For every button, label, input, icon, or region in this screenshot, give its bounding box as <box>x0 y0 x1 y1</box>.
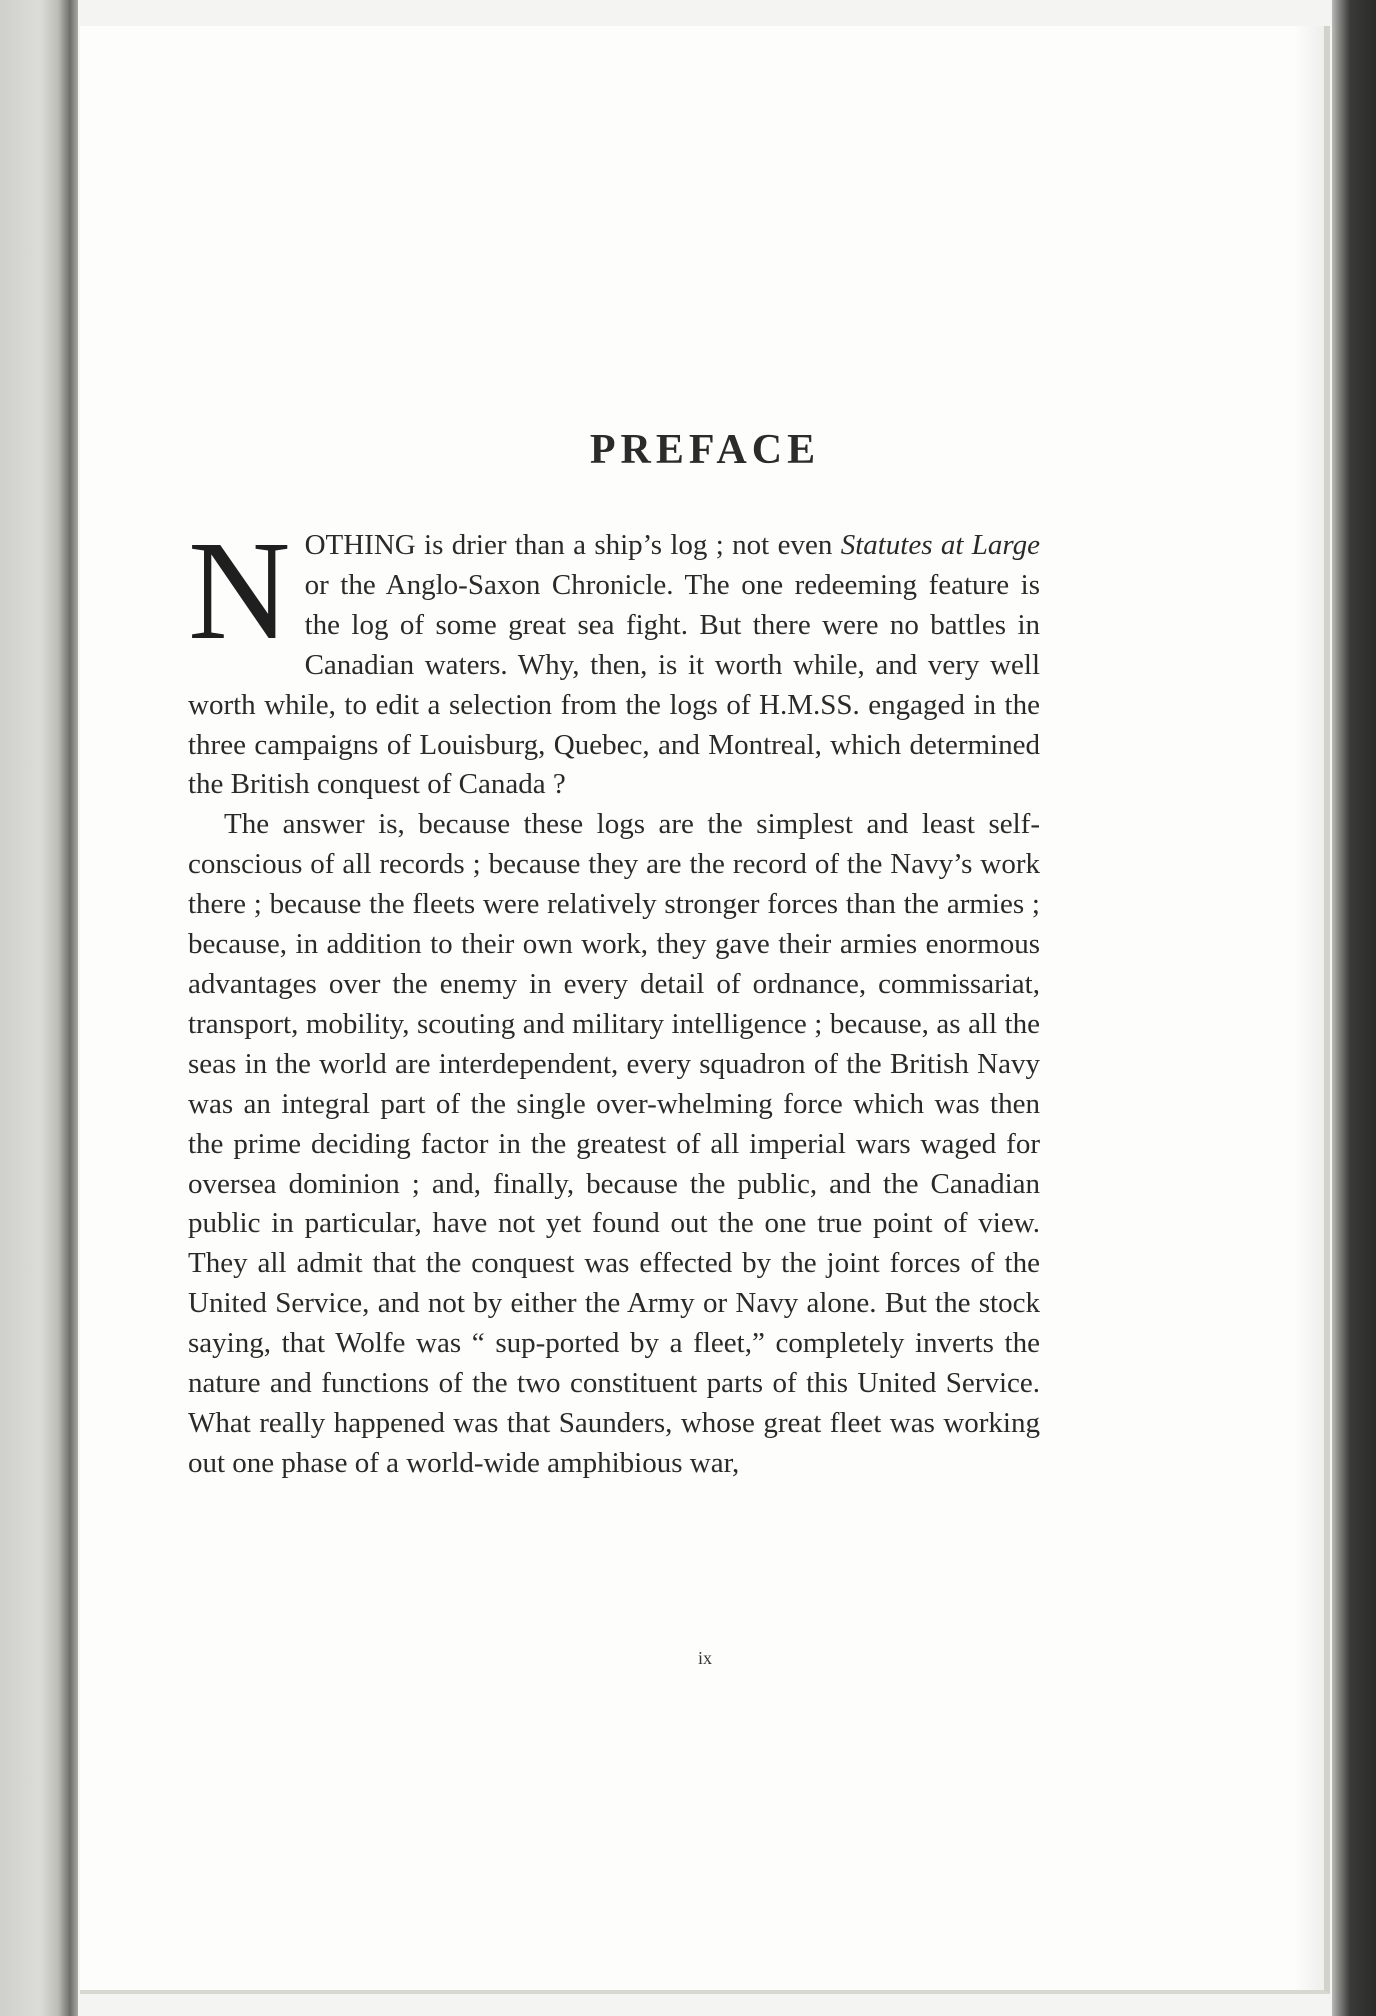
book-cover-edge <box>1332 0 1376 2016</box>
page-number: ix <box>697 1648 712 1668</box>
italic-title: Statutes at Large <box>840 529 1040 561</box>
paragraph-1-lead: OTHING is drier than a ship’s log ; not even <box>304 529 841 561</box>
paragraph-1 <box>188 511 1040 805</box>
body-text <box>188 511 1040 1484</box>
book-page <box>80 26 1330 1994</box>
page-title: PREFACE <box>589 427 821 473</box>
binding-edge <box>0 0 78 2016</box>
paragraph-1-rest: or the Anglo-Saxon Chronicle. The one redeeming feature is the log of some great sea fight. But there were no battles in Canadian waters. Why, then, is it worth while, and very well worth while, to edit a selection from the logs of H.M.SS. engaged in the three campaigns of Louisburg, Quebec, and Montreal, which determined the British conquest of Canada ? <box>188 568 1040 801</box>
drop-cap: N <box>188 511 291 669</box>
paragraph-2: The answer is, because these logs are the simplest and least self-conscious of all records ; because they are the record of the Navy’s work there ; because the fleets were relatively stronger forces than the armies ; because, in addition to their own work, they gave their armies enormous advantages over the enemy in every detail of ordnance, commissariat, transport, mobility, scouting and military intelligence ; because, as all the seas in the world are interdependent, every squadron of the British Navy was an integral part of the single over-whelming force which was then the prime deciding factor in the greatest of all imperial wars waged for oversea dominion ; and, finally, because the public, and the Canadian public in particular, have not yet found out the one true point of view. They all admit that the conquest was effected by the joint forces of the United Service, and not by either the Army or Navy alone. But the stock saying, that Wolfe was “ sup-ported by a fleet,” completely inverts the nature and functions of the two constituent parts of this United Service. What really happened was that Saunders, whose great fleet was working out one phase of a world-wide amphibious war, <box>188 808 1040 1479</box>
page-edge-shadow <box>1294 26 1324 1990</box>
